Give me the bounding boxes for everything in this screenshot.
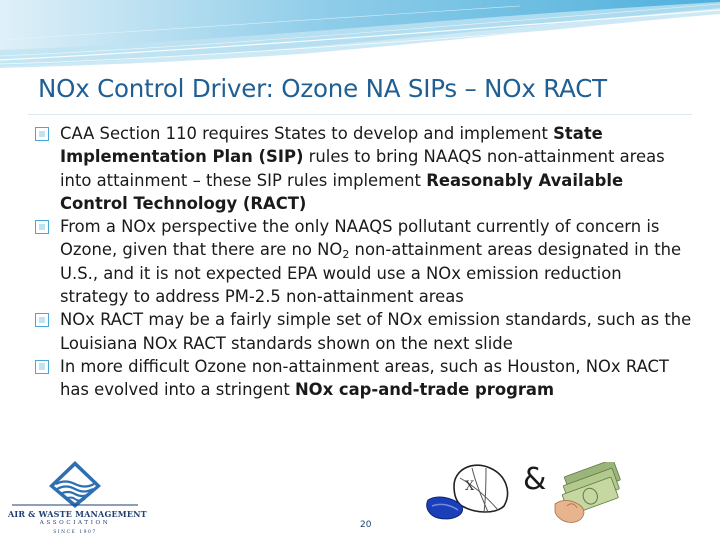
logo-name: AIR & WASTE MANAGEMENT (8, 509, 147, 519)
title-divider (28, 114, 692, 115)
bullet-square-icon (35, 360, 49, 374)
air-waste-management-logo-icon (8, 458, 142, 508)
header-wave-banner (0, 0, 720, 70)
baseball-cap-icon (424, 462, 520, 526)
awma-logo (8, 458, 147, 538)
bullet-square-icon (35, 313, 49, 327)
bullet-square-icon (35, 127, 49, 141)
bullet-text: non-attainment areas designated in the U.S., and it is not expected EPA would use a NOx emission reduction strategy to address PM-2.5 non-attainment areas (60, 240, 682, 307)
bullet-item (34, 355, 694, 402)
bullet-bold-text: Reasonably Available Control Technology (RACT) (60, 170, 624, 213)
bullet-bold-text: State Implementation Plan (SIP) (60, 124, 603, 167)
subscript: 2 (342, 248, 350, 262)
bullet-item (34, 308, 694, 355)
cash-in-hand-icon (553, 462, 631, 526)
page-number: 20 (360, 520, 372, 530)
bullet-item (34, 215, 694, 308)
logo-association: ASSOCIATION (39, 520, 111, 526)
bullet-text: NOx RACT may be a fairly simple set of NOx emission standards, such as the Louisiana NOx RACT standards shown on the next slide (60, 310, 692, 353)
bullet-text: rules to bring NAAQS non-attainment areas into attainment – these SIP rules implement (60, 147, 665, 190)
bullet-list (34, 122, 694, 402)
bullet-text: In more difficult Ozone non-attainment areas, such as Houston, NOx RACT has evolved into a stringent (60, 356, 669, 400)
bullet-item (34, 122, 694, 215)
bullet-square-icon (35, 220, 49, 234)
logo-since: SINCE 1907 (53, 530, 97, 535)
svg-text:X: X (465, 479, 475, 494)
slide-title: NOx Control Driver: Ozone NA SIPs – NOx RACT (38, 74, 607, 103)
bullet-bold-text: NOx cap-and-trade program (294, 380, 555, 400)
bullet-text: CAA Section 110 requires States to develop and implement (60, 124, 554, 143)
ampersand: & (523, 462, 547, 497)
bullet-text: From a NOx perspective the only NAAQS pollutant currently of concern is Ozone, given that there are no NO (60, 217, 660, 260)
